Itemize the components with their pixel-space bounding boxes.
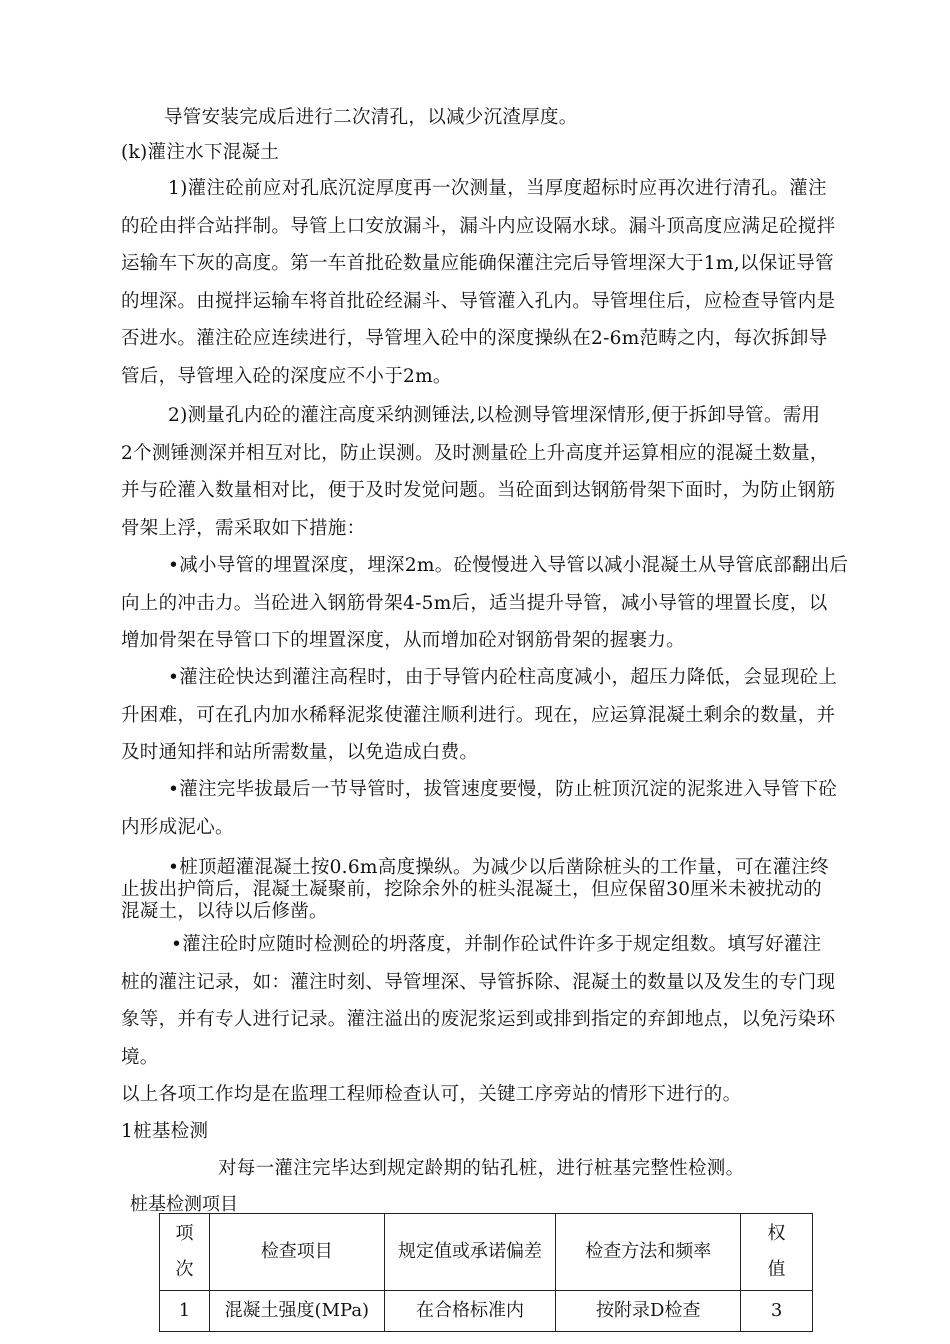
text-line: 桩的灌注记录，如：灌注时刻、导管埋深、导管拆除、混凝土的数量以及发生的专门现 — [121, 971, 836, 993]
text-line: 象等，并有专人进行记录。灌注溢出的废泥浆运到或排到指定的弃卸地点，以免污染环 — [121, 1009, 836, 1030]
text-line: 止拔出护筒后，混凝土凝聚前，挖除余外的桩头混凝土，但应保留30厘米未被扰动的 — [121, 879, 822, 900]
pile-test-table — [159, 1213, 813, 1332]
header-text: 权 — [767, 1223, 786, 1244]
text-line: 内形成泥心。 — [121, 816, 234, 838]
section-heading-pile-test — [121, 1113, 208, 1151]
text-line: 向上的冲击力。当砼进入钢筋骨架4-5m后，适当提升导管，减小导管的埋置长度，以 — [121, 592, 828, 614]
paragraph-9 — [121, 926, 835, 1076]
text-line: 1)灌注砼前应对孔底沉淀厚度再一次测量，当厚度超标时应再次进行清孔。灌注 — [168, 178, 827, 199]
paragraph-5 — [121, 547, 848, 660]
text-line: 的砼由拌合站拌制。导管上口安放漏斗，漏斗内应设隔水球。漏斗顶高度应满足砼搅拌 — [121, 215, 836, 237]
text-line: •灌注完毕拔最后一节导管时，拔管速度要慢，防止桩顶沉淀的泥浆进入导管下砼 — [168, 779, 838, 800]
header-text: 值 — [767, 1259, 786, 1280]
paragraph-6 — [121, 659, 837, 772]
paragraph-4 — [121, 397, 835, 547]
cell-item: 混凝土强度(MPa) — [209, 1291, 384, 1332]
text-line: 运输车下灰的高度。第一车首批砼数量应能确保灌注完后导管埋深大于1m,以保证导管 — [121, 253, 834, 274]
text-line: 2)测量孔内砼的灌注高度采纳测锤法,以检测导管埋深情形,便于拆卸导管。需用 — [168, 405, 821, 426]
text-line: •减小导管的埋置深度，埋深2m。砼慢慢进入导管以减小混凝土从导管底部翻出后 — [168, 555, 849, 576]
text-line: 否进水。灌注砼应连续进行，导管埋入砼中的深度操纵在2-6m范畴之内，每次拆卸导 — [121, 328, 828, 349]
text-line: 增加骨架在导管口下的埋置深度，从而增加砼对钢筋骨架的握裹力。 — [121, 630, 686, 651]
text-line: 导管安装完成后进行二次清孔，以减少沉渣厚度。 — [164, 107, 578, 128]
cell-weight: 3 — [741, 1291, 813, 1332]
table-row — [160, 1291, 813, 1332]
text-line: 及时通知拌和站所需数量，以免造成白费。 — [121, 742, 479, 763]
text-line: 2个测锤测深并相互对比，防止误测。及时测量砼上升高度并运算相应的混凝土数量， — [121, 442, 829, 464]
text-line: 骨架上浮，需采取如下措施： — [121, 517, 366, 539]
text-line: 管后，导管埋入砼的深度应不小于2m。 — [121, 365, 452, 387]
header-item-no — [160, 1214, 210, 1291]
header-text: 项 — [175, 1223, 194, 1244]
text-line: 混凝土，以待以后修凿。 — [121, 901, 328, 922]
text-line: •灌注砼时应随时检测砼的坍落度，并制作砼试件许多于规定组数。填写好灌注 — [171, 934, 822, 955]
text-line: 对每一灌注完毕达到规定龄期的钻孔桩，进行桩基完整性检测。 — [218, 1158, 745, 1179]
paragraph-3 — [121, 170, 835, 395]
cell-method: 按附录D检查 — [556, 1291, 741, 1332]
text-line: •灌注砼快达到灌注高程时，由于导管内砼柱高度减小，超压力降低，会显现砼上 — [168, 667, 838, 688]
table-header-row — [160, 1214, 813, 1291]
text-line: 并与砼灌入数量相对比，便于及时发觉问题。当砼面到达钢筋骨架下面时，为防止钢筋 — [121, 480, 836, 501]
header-check-item: 检查项目 — [209, 1214, 384, 1291]
cell-no: 1 — [160, 1291, 210, 1332]
text-line: (k)灌注水下混凝土 — [121, 142, 280, 163]
paragraph-12 — [218, 1150, 744, 1188]
header-text: 次 — [175, 1259, 194, 1280]
paragraph-1 — [164, 99, 578, 137]
header-spec: 规定值或承诺偏差 — [384, 1214, 556, 1291]
paragraph-8 — [121, 857, 829, 923]
cell-spec: 在合格标准内 — [384, 1291, 556, 1332]
text-line: 境。 — [121, 1046, 159, 1068]
paragraph-7 — [121, 771, 837, 846]
text-line: •桩顶超灌混凝土按0.6m高度操纵。为减少以后凿除桩头的工作量，可在灌注终 — [168, 857, 829, 878]
text-line: 1桩基检测 — [121, 1121, 209, 1142]
section-heading-k — [121, 134, 279, 172]
paragraph-10 — [121, 1076, 741, 1114]
header-method: 检查方法和频率 — [556, 1214, 741, 1291]
table-caption: 桩基检测项目 — [130, 1194, 238, 1215]
header-weight — [741, 1214, 813, 1291]
text-line: 以上各项工作均是在监理工程师检查认可，关键工序旁站的情形下进行的。 — [121, 1084, 742, 1105]
text-line: 升困难，可在孔内加水稀释泥浆使灌注顺利进行。现在，应运算混凝土剩余的数量，并 — [121, 704, 836, 726]
text-line: 的埋深。由搅拌运输车将首批砼经漏斗、导管灌入孔内。导管埋住后，应检查导管内是 — [121, 290, 836, 312]
